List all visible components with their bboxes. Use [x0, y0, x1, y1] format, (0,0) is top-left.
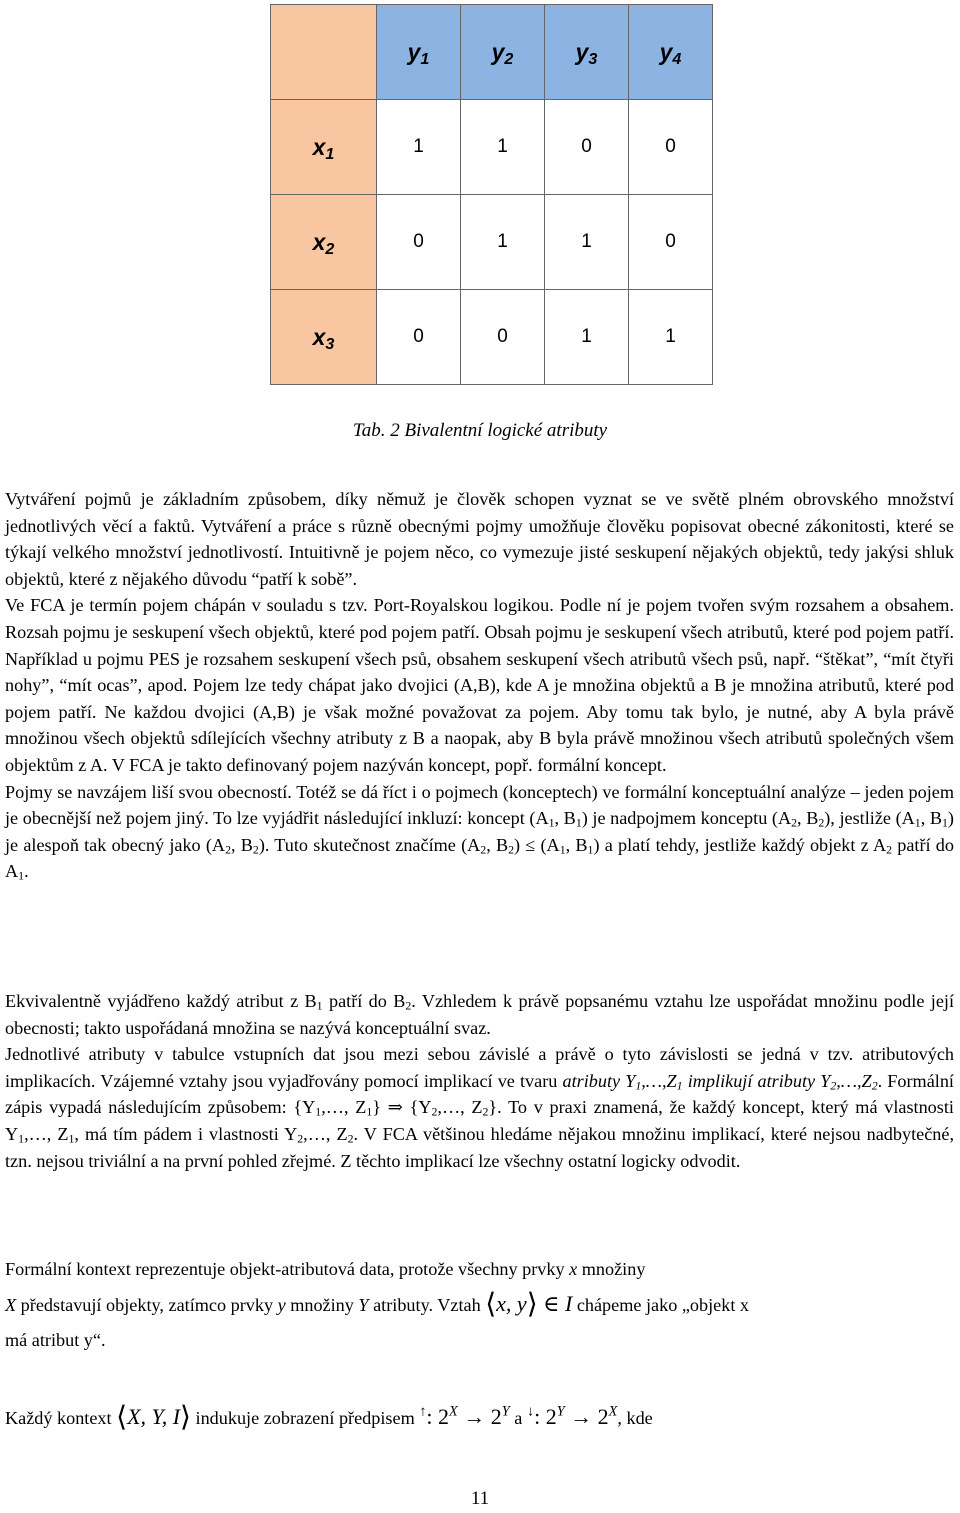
paragraph-formal-context-line3: má atribut y“.	[5, 1329, 106, 1350]
column-header: $y_2$	[461, 5, 545, 100]
table-cell: 0	[629, 100, 713, 195]
column-header: $y_3$	[545, 5, 629, 100]
table-cell: 1	[377, 100, 461, 195]
text-block-context-mapping	[5, 1398, 954, 1436]
relation-formula: ⟨x, y⟩ ∈ I	[485, 1288, 573, 1320]
table-header-row	[271, 5, 713, 100]
bivalent-attribute-table	[270, 4, 713, 385]
table-cell: 0	[545, 100, 629, 195]
paragraph-context-mapping: Každý kontext ⟨X, Y, I⟩ indukuje zobrazení předpisem ↑: $2^X \to 2^Y$ a ↓: $2^Y \to 2^X$, kde	[5, 1402, 653, 1433]
table-cell: 1	[461, 195, 545, 290]
table-cell: 1	[545, 290, 629, 385]
table-cell: 0	[377, 195, 461, 290]
paragraph-attribute-implications: Jednotlivé atributy v tabulce vstupních dat jsou mezi sebou závislé a právě o tyto závislosti se jedná v tzv. atributových implikacích. Vzájemné vztahy jsou vyjadřovány pomocí implikací ve tvaru atributy $Y_1,\dots,Z_1$ implikují atributy $Y_2,\dots,Z_2$. Formální zápis vypadá následujícím způsobem: {$Y_1,\dots$, $Z_1$} ⇒ {$Y_2,\dots$, $Z_2$}. To v praxi znamená, že každý koncept, který má vlastnosti $Y_1,\dots$, $Z_1$, má tím pádem i vlastnosti $Y_2,\dots$, $Z_2$. V FCA většinou hledáme nějakou množinu implikací, které nejsou nadbytečné, tzn. nejsou triviální a na první pohled zřejmé. Z těchto implikací lze všechny ostatní logicky odvodit.	[5, 1044, 954, 1171]
text-block-concepts	[5, 486, 954, 885]
table-caption: Tab. 2 Bivalentní logické atributy	[352, 420, 608, 441]
table-cell: 0	[377, 290, 461, 385]
text-block-formal-context	[5, 1256, 954, 1355]
down-mapping-formula: ↓: $2^Y \to 2^X$	[526, 1403, 618, 1429]
page-number: 11	[470, 1488, 490, 1509]
table-cell: 1	[461, 100, 545, 195]
table-cell: 0	[629, 195, 713, 290]
paragraph-equivalence: Ekvivalentně vyjádřeno každý atribut z $B_1$ patří do $B_2$. Vzhledem k právě popsanému vztahu lze uspořádat množinu podle její obecnosti; takto uspořádaná množina se nazývá konceptuální svaz.	[5, 991, 954, 1038]
table-row	[271, 100, 713, 195]
text-block-implications	[5, 988, 954, 1174]
column-header: $y_4$	[629, 5, 713, 100]
table-cell: 1	[545, 195, 629, 290]
table-cell: 0	[461, 290, 545, 385]
paragraph-formal-context: Formální kontext reprezentuje objekt-atributová data, protože všechny prvky x množiny	[5, 1259, 646, 1279]
up-mapping-formula: ↑: $2^X \to 2^Y$	[419, 1403, 510, 1429]
row-header: $x_2$	[271, 195, 377, 290]
paragraph-intro: Vytváření pojmů je základním způsobem, díky němuž je člověk schopen vyznat se ve světě plném obrovského množství jednotlivých věcí a faktů. Vytváření a práce s různě obecnými pojmy umožňuje člověku popisovat obecné zákonitosti, které se týkají velkého množství jednotlivostí. Intuitivně je pojem něco, co vymezuje jisté seskupení nějakých objektů, tedy jakýsi shluk objektů, které z nějakého důvodu “patří k sobě”.	[5, 489, 954, 589]
table-corner-cell	[271, 5, 377, 100]
table-row	[271, 195, 713, 290]
column-header: $y_1$	[377, 5, 461, 100]
paragraph-formal-context-line2: X představují objekty, zatímco prvky y množiny Y atributy. Vztah ⟨x, y⟩ ∈ I chápeme jako „objekt x	[5, 1288, 750, 1320]
table-row	[271, 290, 713, 385]
paragraph-fca-concept: Ve FCA je termín pojem chápán v souladu s tzv. Port-Royalskou logikou. Podle ní je pojem tvořen svým rozsahem a obsahem. Rozsah pojmu je seskupení všech objektů, které pod pojem patří. Obsah pojmu je seskupení všech atributů, které pod pojem patří. Například u pojmu PES je rozsahem seskupení všech psů, obsahem seskupení všech atributů všech psů, např. “štěkat”, “mít čtyři nohy”, “mít ocas”, apod. Pojem lze tedy chápat jako dvojici (A,B), kde A je množina objektů a B je množina atributů, které pod pojem patří. Ne každou dvojici (A,B) je však možné považovat za pojem. Aby tomu tak bylo, je nutné, aby A byla právě množinou všech objektů sdílejících všechny atributy z B a naopak, aby B byla právě množinou všech atributů společných všem objektům z A. V FCA je takto definovaný pojem nazýván koncept, popř. formální koncept.	[5, 595, 954, 775]
table-cell: 1	[629, 290, 713, 385]
row-header: $x_1$	[271, 100, 377, 195]
context-formula: ⟨X, Y, I⟩	[116, 1402, 191, 1433]
row-header: $x_3$	[271, 290, 377, 385]
paragraph-generality: Pojmy se navzájem liší svou obecností. Totéž se dá říct i o pojmech (konceptech) ve formální konceptuální analýze – jeden pojem je obecnější než pojem jiný. To lze vyjádřit následující inkluzí: koncept ($A_1$, $B_1$) je nadpojmem konceptu ($A_2$, $B_2$), jestliže ($A_1$, $B_1$) je alespoň tak obecný jako ($A_2$, $B_2$). Tuto skutečnost značíme ($A_2$, $B_2) \le (A_1$, $B_1$) a platí tehdy, jestliže každý objekt z $A_2$ patří do $A_1$.	[5, 781, 954, 883]
